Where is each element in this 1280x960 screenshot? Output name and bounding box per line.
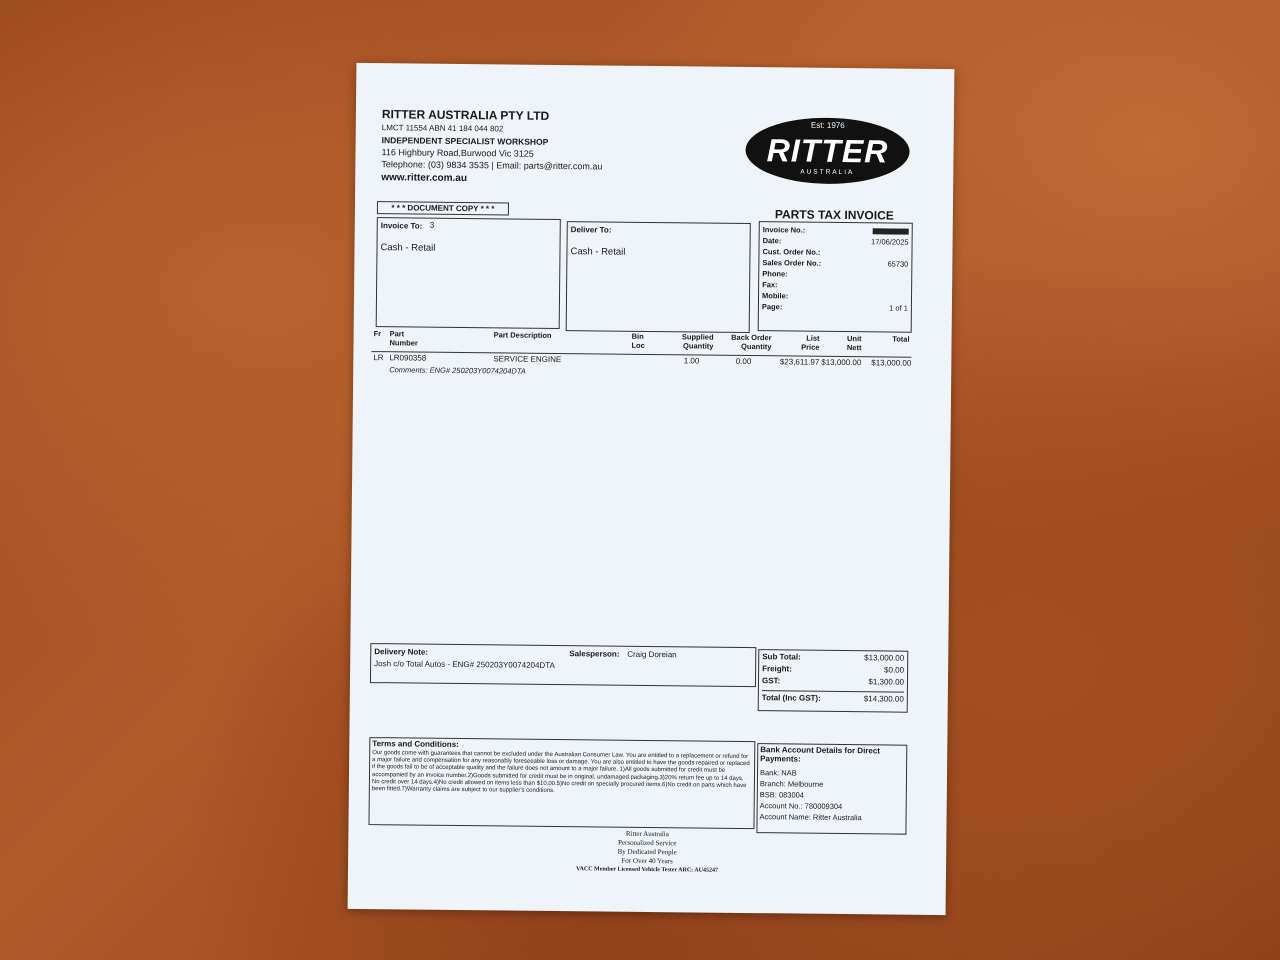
- meta-invoice-no-label: Invoice No.:: [762, 225, 806, 235]
- gst-row: [762, 676, 904, 686]
- footer-line-2: Personalized Service: [617, 838, 677, 848]
- col-part-number: Part Number: [389, 329, 418, 348]
- col-bin: Bin Loc: [631, 331, 645, 350]
- bank-branch: Branch: Melbourne: [759, 779, 824, 789]
- company-workshop: INDEPENDENT SPECIALIST WORKSHOP: [381, 135, 549, 147]
- company-lmct: LMCT 11554 ABN 41 184 044 802: [381, 123, 504, 134]
- meta-sales-order-value: 65730: [887, 259, 909, 269]
- meta-cust-order: Cust. Order No.:: [762, 247, 821, 257]
- col-total: Total: [892, 334, 910, 344]
- footer-line-1: Ritter Australia: [625, 829, 669, 839]
- terms-body: Our goods come with guarantees that cannot be excluded under the Australian Consumer Law. You are entitled to a replacement or refund for a major failure and compensation for any reasonably foreseeable loss or damage. You are also entitled to have the goods repaired or replaced if the goods fail to be of acceptable quality and the failure does not amount to a major failure. 1)All goods submitted for credit must be accompanied by an invoice number.2)Goods submitted for credit must be in original, undamaged packaging.3)20% return fee up to 14 days. No credit over 14 days.4)No credit allowed on items less than $10.00.5)No credit on specially procured items.6)No credit on parts which have been fitted.7)Warranty claims are subject to our supplier's conditions.: [371, 750, 750, 795]
- meta-fax: Fax:: [762, 280, 778, 290]
- subtotal-row: [762, 652, 904, 662]
- meta-date-label: Date:: [762, 236, 782, 246]
- meta-date: [763, 236, 909, 247]
- logo-est: Est: 1976: [810, 120, 845, 131]
- bank-label: Bank Account Details for Direct Payments:: [760, 745, 881, 764]
- meta-sales-order: [762, 258, 908, 269]
- logo-sub: AUSTRALIA: [800, 168, 855, 177]
- meta-mobile: Mobile:: [761, 291, 789, 301]
- deliver-to-box: [566, 221, 751, 333]
- header-rule: [371, 351, 911, 358]
- invoice-title: PARTS TAX INVOICE: [774, 207, 894, 223]
- total-row: [762, 690, 904, 703]
- total-value: $14,300.00: [863, 694, 904, 704]
- line-comment: Comments: ENG# 250203Y0074204DTA: [389, 365, 526, 376]
- bank-name: Bank: NAB: [759, 768, 797, 778]
- line-fr: LR: [373, 353, 384, 363]
- delivery-note-box: [370, 643, 756, 687]
- col-part-desc: Part Description: [493, 330, 552, 340]
- meta-page-label: Page:: [761, 302, 783, 312]
- salesperson-name: Craig Doreian: [627, 649, 677, 660]
- salesperson-label: Salesperson:: [569, 649, 620, 659]
- deliver-to-label: Deliver To:: [570, 225, 612, 235]
- ritter-logo: [745, 117, 910, 185]
- footer: [348, 827, 946, 878]
- delivery-note-label: Delivery Note:: [374, 647, 429, 657]
- meta-date-value: 17/06/2025: [871, 237, 909, 247]
- total-label: Total (Inc GST):: [761, 693, 821, 703]
- bank-bsb: BSB: 083004: [759, 790, 805, 800]
- line-total: $13,000.00: [871, 358, 912, 368]
- line-list: $23,611.97: [779, 357, 820, 367]
- company-address: 116 Highbury Road,Burwood Vic 3125: [381, 147, 534, 159]
- invoice-to-box: [376, 217, 561, 329]
- bank-account-no: Account No.: 780009304: [759, 801, 843, 812]
- meta-sales-order-label: Sales Order No.:: [762, 258, 822, 268]
- company-website: www.ritter.com.au: [381, 172, 468, 185]
- deliver-to-name: Cash - Retail: [570, 246, 626, 258]
- freight-label: Freight:: [762, 664, 792, 674]
- gst-label: GST:: [761, 676, 781, 686]
- terms-label: Terms and Conditions:: [372, 739, 459, 750]
- col-unit: Unit Nett: [846, 334, 862, 353]
- totals-box: [758, 649, 909, 713]
- invoice-to-code: 3: [429, 220, 435, 230]
- footer-line-3: By Dedicated People: [617, 847, 677, 857]
- subtotal-label: Sub Total:: [762, 652, 801, 662]
- company-contact: Telephone: (03) 9834 3535 | Email: parts@ritter.com.au: [381, 159, 603, 172]
- freight-value: $0.00: [884, 665, 905, 675]
- line-supplied: 1.00: [683, 356, 700, 366]
- col-fr: Fr: [373, 329, 382, 339]
- freight-row: [762, 664, 904, 674]
- meta-page: [762, 302, 908, 313]
- bank-account-name: Account Name: Ritter Australia: [759, 812, 862, 823]
- line-part: LR090358: [389, 353, 427, 363]
- bank-box: [756, 743, 907, 835]
- invoice-to-name: Cash - Retail: [380, 242, 436, 254]
- logo-word: RITTER: [766, 132, 889, 170]
- col-backorder: Back Order Quantity: [731, 332, 772, 352]
- meta-invoice-no: [763, 225, 909, 236]
- meta-phone: Phone:: [762, 269, 788, 279]
- invoice-to-label: Invoice To:: [380, 221, 423, 231]
- subtotal-value: $13,000.00: [864, 653, 905, 663]
- delivery-note-text: Josh c/o Total Autos - ENG# 250203Y0074204DTA: [374, 659, 555, 671]
- line-backorder: 0.00: [735, 356, 752, 367]
- col-list: List Price: [801, 333, 820, 352]
- document-copy-stamp: * * * DOCUMENT COPY * * *: [377, 201, 509, 215]
- terms-box: [368, 737, 755, 829]
- invoice-meta-box: [758, 221, 913, 333]
- footer-line-5: VACC Member Licensed Vehicle Tester ARC: AU45247: [575, 866, 719, 874]
- line-unit: $13,000.00: [821, 357, 862, 368]
- line-desc: SERVICE ENGINE: [493, 354, 562, 365]
- meta-page-value: 1 of 1: [889, 303, 908, 313]
- redaction-mark: [873, 228, 909, 234]
- footer-line-4: For Over 40 Years: [621, 856, 673, 866]
- invoice-paper: [348, 63, 955, 915]
- company-name: RITTER AUSTRALIA PTY LTD: [381, 107, 550, 123]
- gst-value: $1,300.00: [868, 677, 905, 687]
- col-supplied: Supplied Quantity: [681, 332, 714, 351]
